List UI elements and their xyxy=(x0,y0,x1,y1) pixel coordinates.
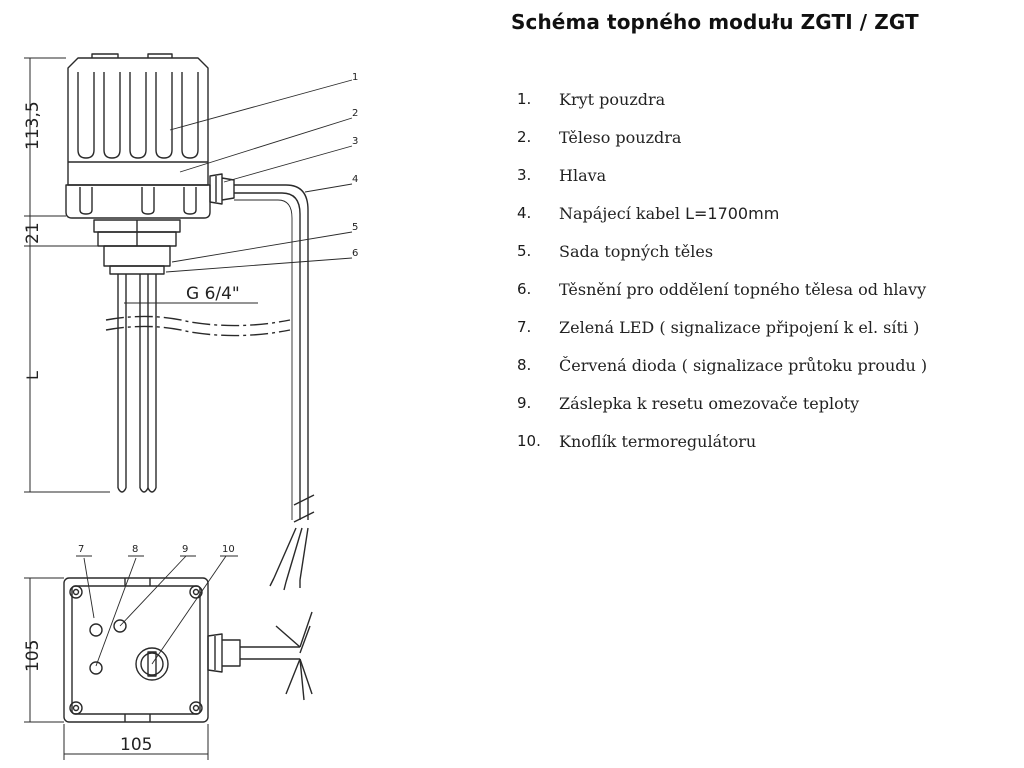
legend-item xyxy=(517,156,927,194)
housing-top xyxy=(64,578,208,722)
green-led xyxy=(90,624,102,636)
legend-number: 8. xyxy=(517,356,532,374)
legend-item xyxy=(517,346,927,384)
callout-6: 6 xyxy=(352,248,359,259)
callout-2: 2 xyxy=(352,108,359,119)
thread-label: G 6/4" xyxy=(186,284,240,304)
legend-label: Kryt pouzdra xyxy=(559,89,666,109)
legend-label: Sada topných těles xyxy=(559,241,714,261)
dim-width-bottom: 105 xyxy=(120,735,153,755)
legend-label: Knoflík termoregulátoru xyxy=(559,431,757,451)
callout-7: 7 xyxy=(78,544,85,555)
callout-3: 3 xyxy=(352,136,359,147)
legend-number: 10. xyxy=(517,432,541,450)
legend-number: 9. xyxy=(517,394,532,412)
housing-cover xyxy=(68,58,208,185)
callout-4: 4 xyxy=(352,174,359,185)
legend-item xyxy=(517,422,927,460)
callout-9: 9 xyxy=(182,544,189,555)
legend-number: 3. xyxy=(517,166,532,184)
legend-label: Červená dioda ( signalizace průtoku proudu ) xyxy=(559,355,928,375)
legend-label: Hlava xyxy=(559,165,607,185)
callout-8: 8 xyxy=(132,544,139,555)
legend-label-suffix: L=1700mm xyxy=(685,203,780,223)
legend-item xyxy=(517,118,927,156)
legend-item xyxy=(517,308,927,346)
legend-item xyxy=(517,384,927,422)
legend-number: 1. xyxy=(517,90,532,108)
legend-label: Záslepka k resetu omezovače teploty xyxy=(559,393,860,413)
legend-label: Těleso pouzdra xyxy=(559,127,682,147)
legend-item xyxy=(517,80,927,118)
legend-number: 6. xyxy=(517,280,532,298)
callout-1: 1 xyxy=(352,72,359,83)
callout-10: 10 xyxy=(222,544,235,555)
legend-number: 2. xyxy=(517,128,532,146)
heating-rods xyxy=(118,274,156,492)
cable-gland-top xyxy=(208,634,240,672)
legend-number: 5. xyxy=(517,242,532,260)
supply-cable xyxy=(234,185,308,520)
legend-number: 4. xyxy=(517,204,532,222)
red-led xyxy=(90,662,102,674)
top-view xyxy=(64,578,312,722)
legend-label: Těsnění pro oddělení topného tělesa od hlavy xyxy=(559,279,927,299)
side-view xyxy=(66,54,314,590)
callout-5: 5 xyxy=(352,222,359,233)
legend-label: Zelená LED ( signalizace připojení k el. síti ) xyxy=(559,317,920,337)
legend-item xyxy=(517,232,927,270)
parts-legend xyxy=(517,80,927,460)
legend-item xyxy=(517,270,927,308)
dimension-lines xyxy=(24,58,258,760)
legend-number: 7. xyxy=(517,318,532,336)
cable-gland-side xyxy=(210,174,234,204)
legend-item xyxy=(517,194,927,232)
dim-length: L xyxy=(23,371,42,380)
dim-height-head: 21 xyxy=(23,222,43,244)
diagram-title: Schéma topného modułu ZGTI / ZGT xyxy=(511,10,919,34)
housing-body xyxy=(66,185,210,218)
dim-width-front: 105 xyxy=(23,639,43,672)
dim-height-housing: 113,5 xyxy=(23,101,43,150)
legend-label: Napájecí kabel xyxy=(559,203,686,223)
